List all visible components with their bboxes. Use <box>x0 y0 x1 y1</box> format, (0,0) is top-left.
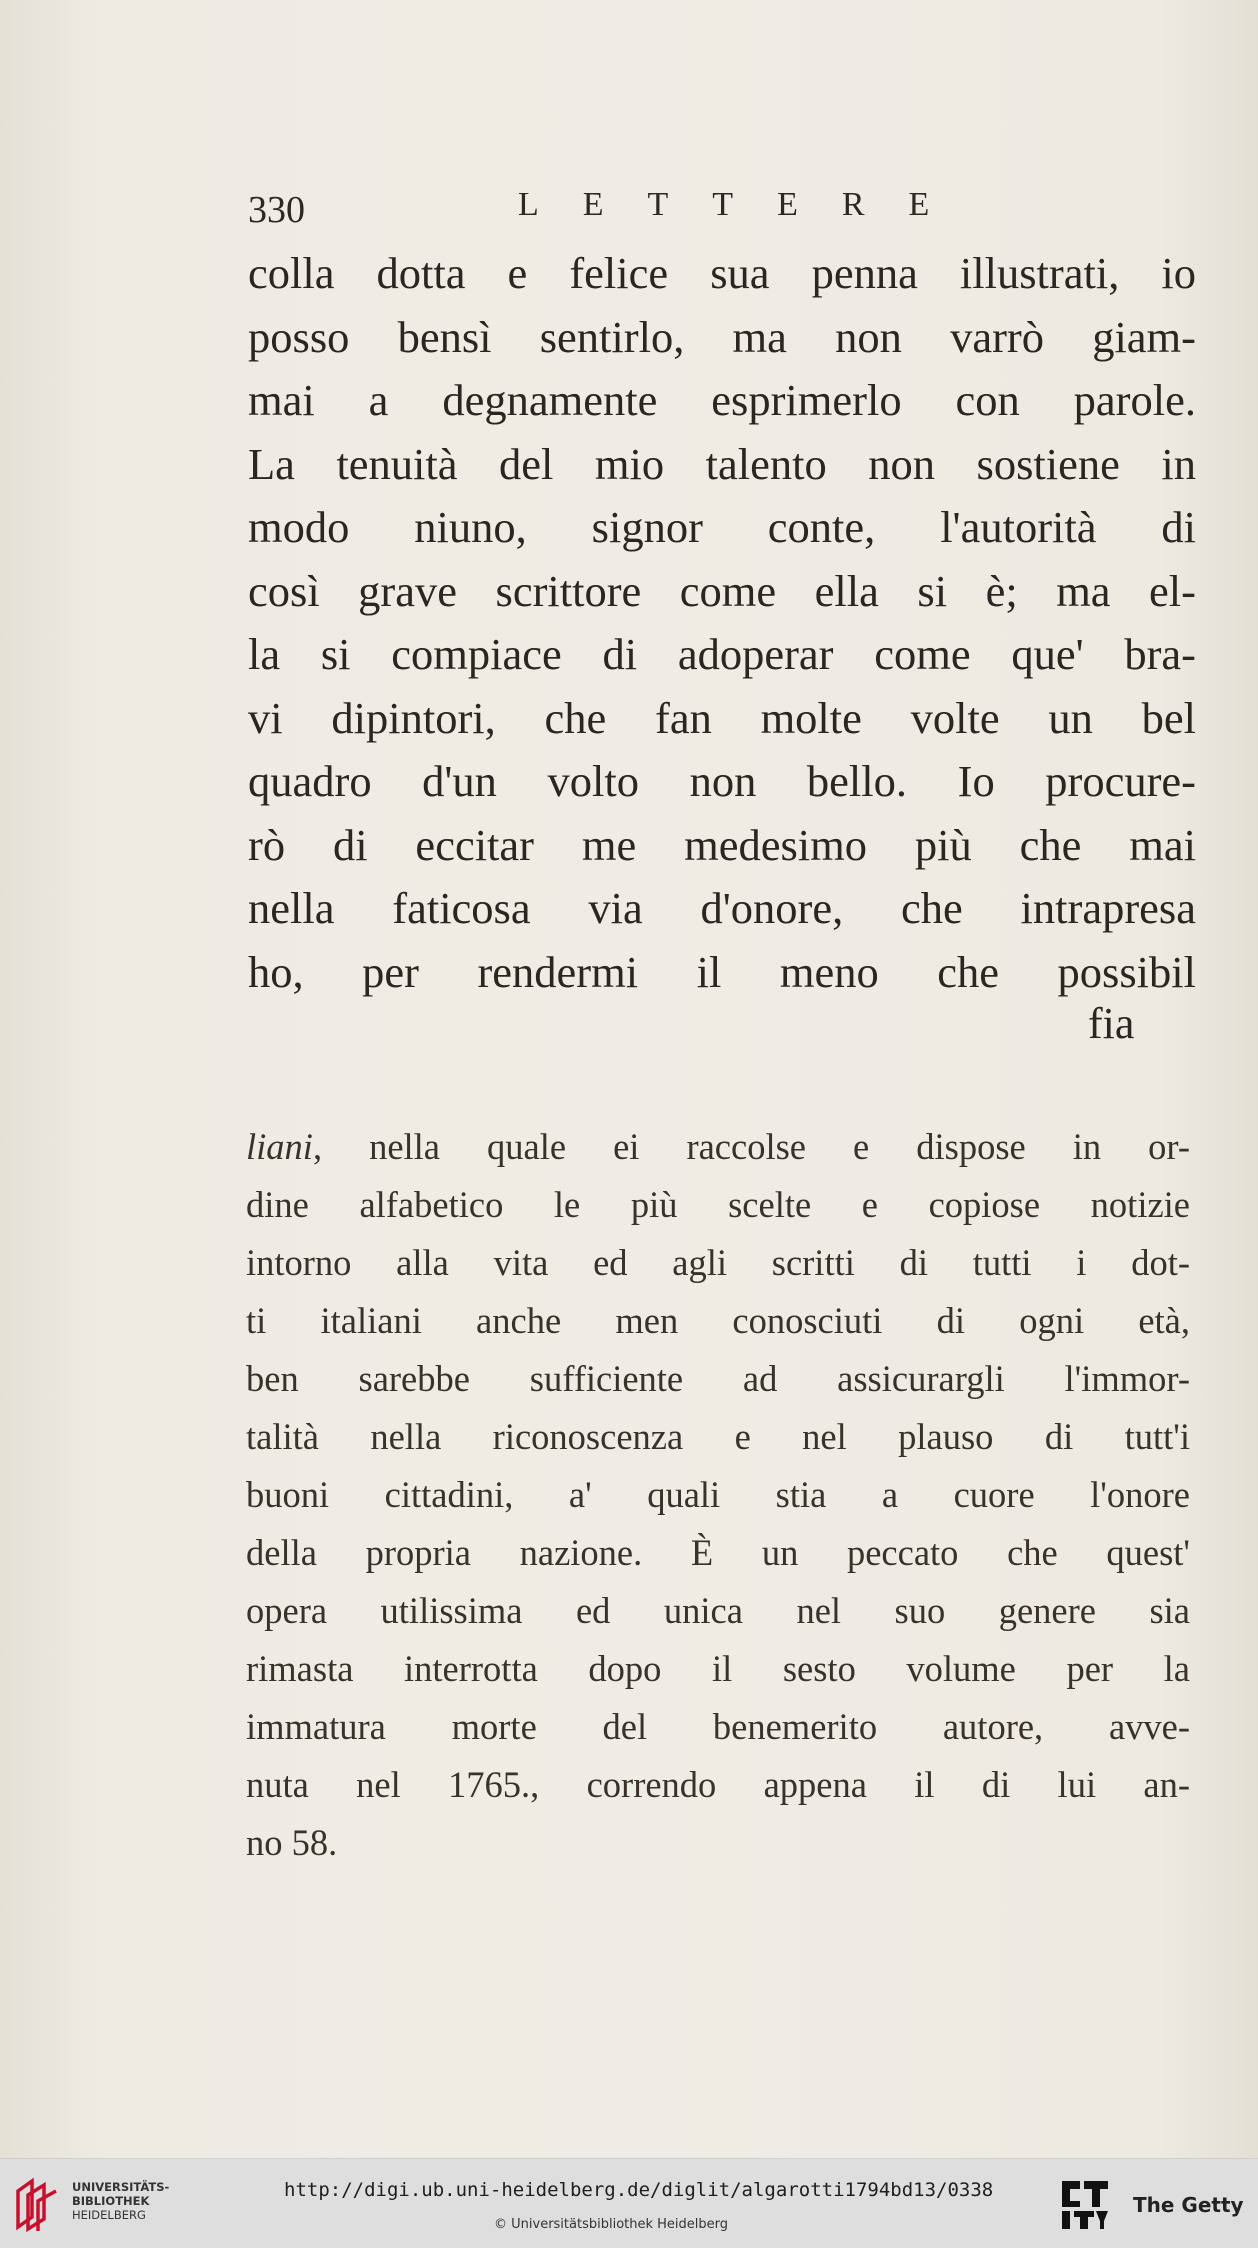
getty-logo-icon[interactable] <box>1058 2177 1112 2233</box>
page-number: 330 <box>248 189 305 231</box>
main-text-line: quadro d'un volto non bello. Io procure- <box>248 756 1196 806</box>
main-text-line: mai a degnamente esprimerlo con parole. <box>248 375 1196 425</box>
footer-bar <box>0 2158 1258 2248</box>
main-text-line: la si compiace di adoperar come que' bra- <box>248 629 1196 679</box>
footnote-first-line <box>246 1118 1190 1176</box>
main-text-line: ho, per rendermi il meno che possibil <box>248 946 1196 997</box>
institution-name-line: UNIVERSITÄTS- <box>72 2180 170 2194</box>
footnote-line: dine alfabetico le più scelte e copiose notizie <box>246 1184 1190 1225</box>
partner-name: The Getty <box>1133 2193 1244 2217</box>
footnote-line: immatura morte del benemerito autore, avve- <box>246 1706 1190 1747</box>
footnote-first-line-text: , nella quale ei raccolse e dispose in or- <box>312 1126 1190 1167</box>
institution-name-line: HEIDELBERG <box>72 2208 146 2222</box>
footnote-last-line: no 58. <box>246 1822 338 1863</box>
main-text-line: così grave scrittore come ella si è; ma el- <box>248 565 1196 616</box>
running-head <box>248 180 1008 240</box>
footnote-line: opera utilissima ed unica nel suo genere sia <box>246 1590 1190 1631</box>
main-text-line: vi dipintori, che fan molte volte un bel <box>248 692 1196 743</box>
main-text-line: posso bensì sentirlo, ma non varrò giam- <box>248 311 1196 362</box>
main-text-line: modo niuno, signor conte, l'autorità di <box>248 502 1196 552</box>
footnote-line: talità nella riconoscenza e nel plauso di tutt'i <box>246 1416 1190 1457</box>
footnote-line: intorno alla vita ed agli scritti di tutti i dot- <box>246 1242 1190 1283</box>
footnote-line: buoni cittadini, a' quali stia a cuore l'onore <box>246 1474 1190 1515</box>
ub-heidelberg-logo-icon[interactable] <box>12 2177 62 2233</box>
running-title: LETTERE <box>518 186 974 223</box>
main-text-line: nella faticosa via d'onore, che intrapresa <box>248 883 1196 933</box>
footnote-line: ben sarebbe sufficiente ad assicurargli l'immor- <box>246 1358 1190 1399</box>
institution-name <box>72 2180 169 2222</box>
main-text-line: colla dotta e felice sua penna illustrati, io <box>248 248 1196 298</box>
main-text-line: La tenuità del mio talento non sostiene in <box>248 438 1196 489</box>
catchword: fia <box>1088 999 1135 1048</box>
footnote-block <box>246 1118 1190 1872</box>
main-text-line: rò di eccitar me medesimo più che mai <box>248 819 1196 870</box>
source-url-link[interactable]: http://digi.ub.uni-heidelberg.de/diglit/algarotti1794bd13/0338 <box>284 2179 994 2201</box>
copyright-notice: © Universitätsbibliothek Heidelberg <box>494 2217 729 2232</box>
footnote-lemma: liani <box>246 1126 313 1167</box>
footnote-line: nuta nel 1765., correndo appena il di lui an- <box>246 1764 1190 1805</box>
footnote-line: della propria nazione. È un peccato che quest' <box>246 1532 1190 1573</box>
main-text-block <box>248 242 1196 1004</box>
footnote-line: ti italiani anche men conosciuti di ogni età, <box>246 1300 1190 1341</box>
footnote-line: rimasta interrotta dopo il sesto volume per la <box>246 1648 1190 1689</box>
institution-name-line: BIBLIOTHEK <box>72 2194 150 2208</box>
